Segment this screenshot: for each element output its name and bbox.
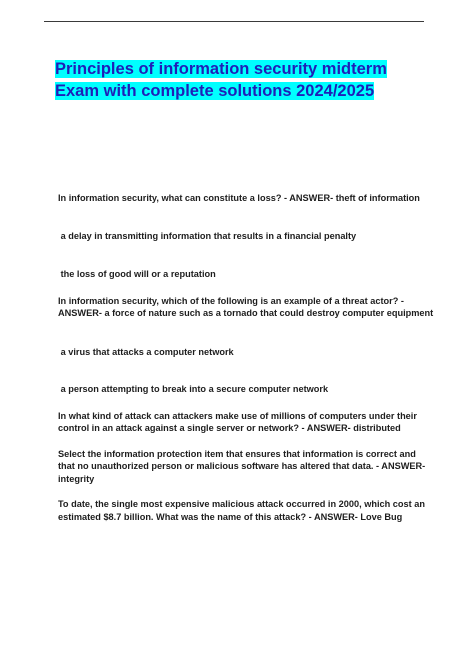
header-rule — [44, 21, 424, 22]
paragraph-6: a person attempting to break into a secure computer network — [58, 384, 329, 394]
paragraph-8: Select the information protection item that ensures that information is correct and that no unauthorized person or malicious software has altered that data. - ANSWER- integrity — [58, 448, 426, 484]
paragraph-4: In information security, which of the following is an example of a threat actor? - ANSWER- a force of nature such as a tornado that could destroy computer equipment — [58, 295, 434, 318]
paragraph-2: a delay in transmitting information that results in a financial penalty — [58, 230, 357, 241]
title-line-1: Principles of information security midterm — [55, 60, 387, 78]
document-title — [55, 58, 425, 102]
paragraph-7: In what kind of attack can attackers make use of millions of computers under their control in an attack against a single server or network? - ANSWER- distributed — [58, 410, 417, 433]
paragraph-1: In information security, what can constitute a loss? - ANSWER- theft of information — [58, 193, 420, 203]
paragraph-9: To date, the single most expensive malicious attack occurred in 2000, which cost an estimated $8.7 billion. What was the name of this attack? - ANSWER- Love Bug — [58, 499, 425, 522]
document-body — [58, 192, 434, 523]
title-line-2: Exam with complete solutions 2024/2025 — [55, 82, 375, 100]
paragraph-5: a virus that attacks a computer network — [58, 346, 234, 357]
paragraph-3: the loss of good will or a reputation — [58, 269, 216, 279]
